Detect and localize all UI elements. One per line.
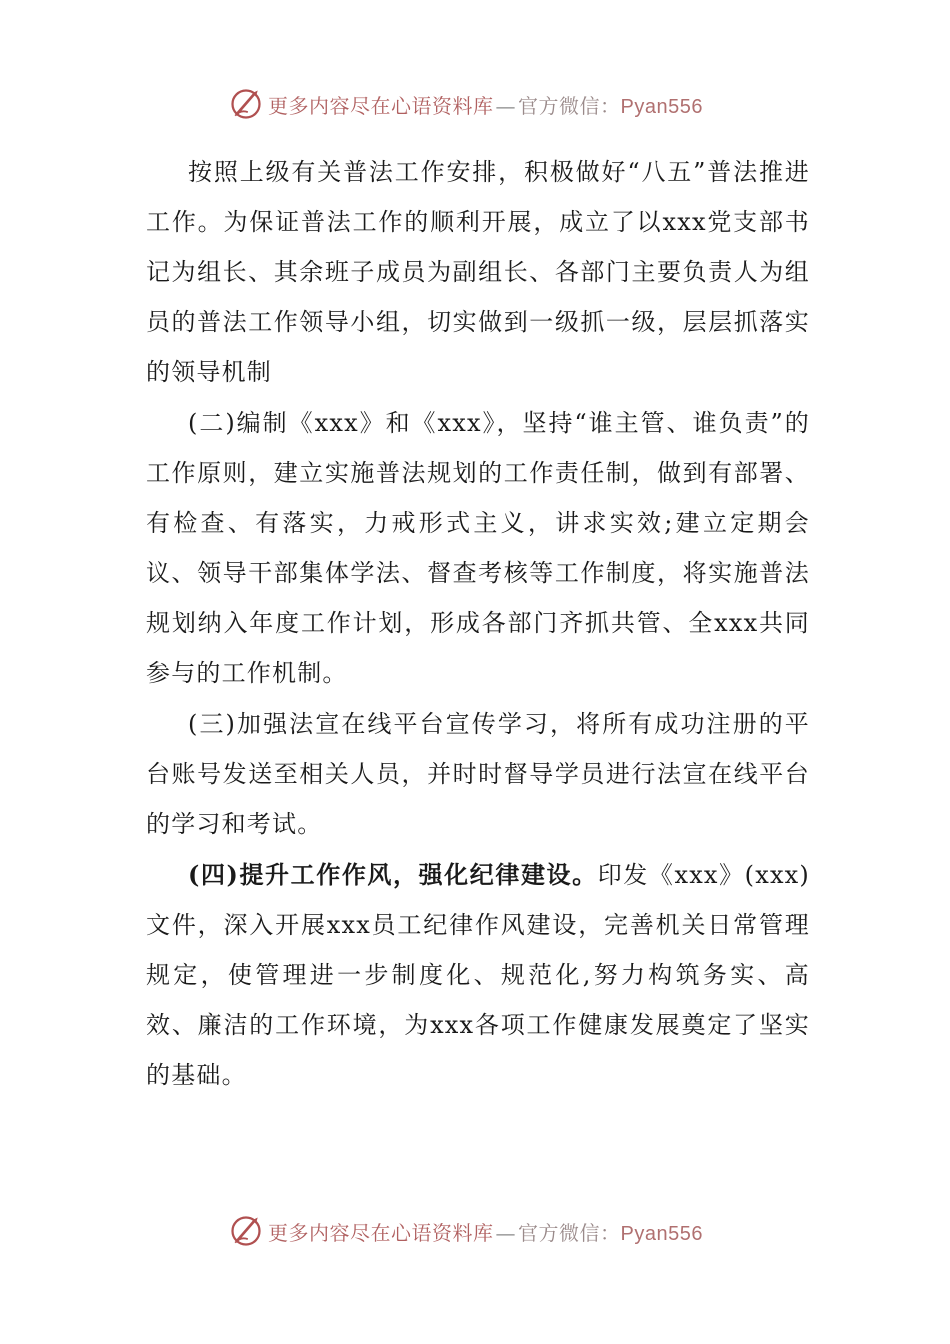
header-banner [228, 84, 728, 124]
paragraph-1: 按照上级有关普法工作安排，积极做好“八五”普法推进工作。为保证普法工作的顺利开展，成立了以xxx党支部书记为组长、其余班子成员为副组长、各部门主要负责人为组员的普法工作领导小组，切实做到一级抓一级，层层抓落实的领导机制 [146, 158, 810, 386]
footer-wechat-id: Pyan556 [620, 1222, 703, 1245]
footer-wechat-label: 官方微信： [518, 1220, 621, 1245]
header-dash: — [495, 93, 516, 118]
header-wechat-label: 官方微信： [518, 93, 621, 118]
footer-dash: — [495, 1220, 516, 1245]
pen-logo-icon [228, 86, 264, 122]
document-body [146, 147, 810, 1100]
footer-site-name: 更多内容尽在心语资料库 [268, 1220, 494, 1245]
paragraph-2: (二)编制《xxx》和《xxx》，坚持“谁主管、谁负责”的工作原则，建立实施普法规划的工作责任制，做到有部署、有检查、有落实，力戒形式主义，讲求实效;建立定期会议、领导干部集体学法、督查考核等工作制度，将实施普法规划纳入年度工作计划，形成各部门齐抓共管、全xxx共同参与的工作机制。 [146, 409, 810, 687]
paragraph-4-text: 印发《xxx》(xxx)文件，深入开展xxx员工纪律作风建设，完善机关日常管理规定，使管理进一步制度化、规范化,努力构筑务实、高效、廉洁的工作环境，为xxx各项工作健康发展奠定了坚实的基础。 [146, 861, 810, 1089]
paragraph-4 [146, 850, 810, 1100]
paragraph-4-heading: (四)提升工作作风，强化纪律建设。 [188, 860, 598, 889]
paragraph-3: (三)加强法宣在线平台宣传学习，将所有成功注册的平台账号发送至相关人员，并时时督导学员进行法宣在线平台的学习和考试。 [146, 710, 810, 838]
header-site-name: 更多内容尽在心语资料库 [268, 93, 494, 118]
header-wechat-id: Pyan556 [620, 95, 703, 118]
pen-logo-icon [228, 1213, 264, 1249]
footer-banner [228, 1211, 728, 1251]
